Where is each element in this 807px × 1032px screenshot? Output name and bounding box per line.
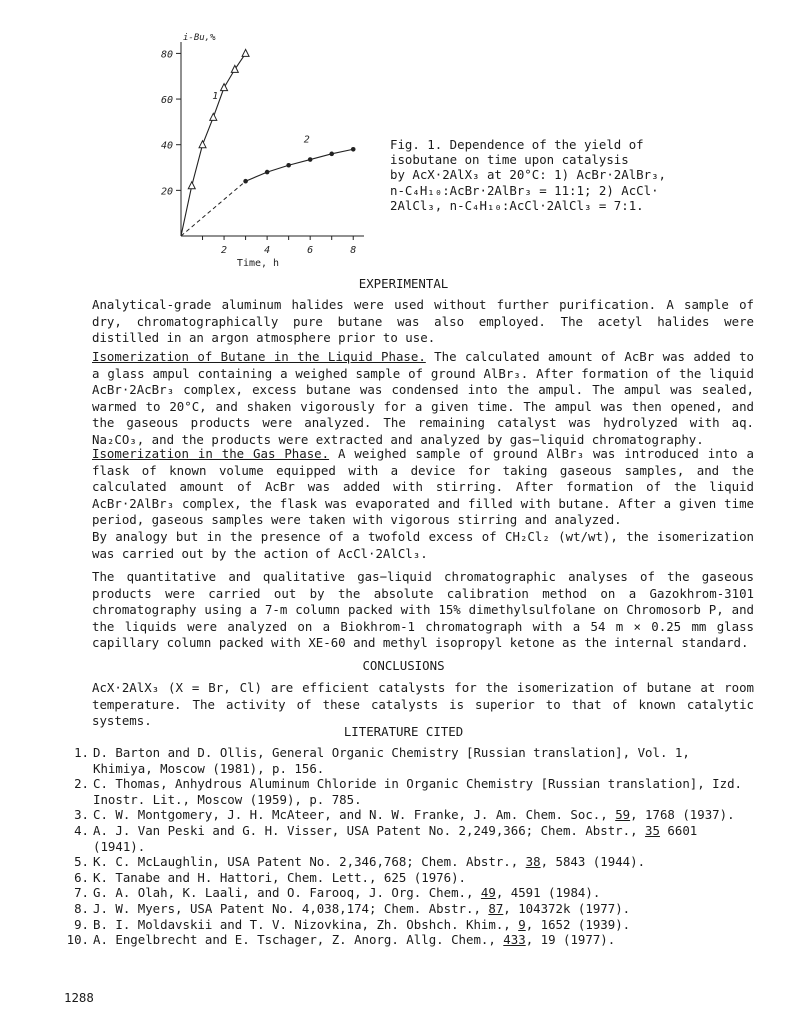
x-tick-label: 6 bbox=[307, 245, 314, 256]
reference-tail: , 19 (1977). bbox=[525, 932, 616, 948]
reference-text: K. C. McLaughlin, USA Patent No. 2,346,768; Chem. Abstr., bbox=[93, 854, 526, 870]
experimental-heading: EXPERIMENTAL bbox=[358, 276, 449, 291]
curve-2-point bbox=[243, 179, 248, 184]
gas-phase-paragraph bbox=[64, 446, 754, 529]
reference-item bbox=[64, 885, 754, 901]
curve-1-point bbox=[210, 113, 217, 120]
reference-item bbox=[64, 917, 754, 933]
curve-2-point bbox=[308, 157, 313, 162]
reference-text: A. Engelbrecht and E. Tschager, Z. Anorg. Allg. Chem., bbox=[93, 932, 504, 948]
analogy-paragraph bbox=[64, 529, 754, 562]
literature-heading: LITERATURE CITED bbox=[343, 724, 464, 739]
reference-tail: , 1768 (1937). bbox=[630, 807, 735, 823]
reference-list bbox=[64, 745, 754, 948]
reference-item bbox=[64, 901, 754, 917]
reference-tail: , 5843 (1944). bbox=[540, 854, 646, 870]
reference-item bbox=[64, 807, 754, 823]
analysis-paragraph bbox=[64, 569, 754, 652]
reference-tail: , 1652 (1939). bbox=[525, 916, 631, 932]
x-tick-label: 8 bbox=[350, 245, 357, 256]
reference-item bbox=[64, 870, 754, 886]
y-tick-label: 20 bbox=[160, 186, 173, 198]
liquid-phase-body bbox=[64, 349, 754, 449]
experimental-p1-text: Analytical-grade aluminum halides were used without further purification. A sample of dry, chromatographically pure butane was also employed. The acetyl halides were distilled in an argon atmosphere prior to use. bbox=[92, 297, 754, 346]
caption-line-2: isobutane on time upon catalysis bbox=[390, 152, 629, 168]
curve-2-point bbox=[286, 163, 291, 168]
reference-volume: 35 bbox=[645, 822, 660, 838]
y-axis-label: i-Bu,% bbox=[183, 33, 216, 43]
reference-number: 9. bbox=[74, 916, 89, 932]
reference-volume: 87 bbox=[488, 900, 504, 916]
reference-tail: , 104372k (1977). bbox=[503, 900, 631, 916]
gas-phase-title: Isomerization in the Gas Phase. bbox=[92, 446, 330, 461]
reference-volume: 38 bbox=[525, 854, 541, 870]
page-number: 1288 bbox=[64, 990, 94, 1005]
liquid-phase-title: Isomerization of Butane in the Liquid Phase. bbox=[92, 349, 426, 364]
reference-number: 3. bbox=[74, 807, 89, 823]
x-tick-label: 2 bbox=[221, 245, 228, 256]
reference-item bbox=[64, 854, 754, 870]
reference-number: 6. bbox=[74, 869, 89, 885]
reference-item bbox=[64, 932, 754, 948]
reference-volume: 9 bbox=[518, 916, 526, 932]
conclusions-paragraph bbox=[64, 680, 754, 730]
y-tick-label: 40 bbox=[160, 140, 173, 152]
figure-1 bbox=[150, 28, 380, 268]
caption-line-3: by AcX·2AlX₃ at 20°C: 1) AcBr·2AlBr₃, bbox=[390, 167, 667, 183]
analogy-text: By analogy but in the presence of a twofold excess of CH₂Cl₂ (wt/wt), the isomerization was carried out by the action of AcCl·2AlCl₃. bbox=[92, 529, 754, 561]
curve-2-line bbox=[246, 149, 354, 181]
caption-line-4: n-C₄H₁₀:AcBr·2AlBr₃ = 11:1; 2) AcCl· bbox=[390, 182, 659, 198]
reference-text: K. Tanabe and H. Hattori, Chem. Lett., 625 (1976). bbox=[93, 869, 466, 885]
liquid-phase-text: The calculated amount of AcBr was added to a glass ampul containing a weighed sample of ground AlBr₃. After formation of the liquid AcBr·2AcBr₃ complex, excess butane was condensed into the ampul. The ampul was sealed, warmed to 20°C, and shaken vigorously for a given time. The ampul was then opened, and the gaseous products were analyzed. The remaining catalyst was hydrolyzed with aq. Na₂CO₃, and the products were extracted and analyzed by gas−liquid chromatography. bbox=[92, 349, 754, 447]
reference-tail: 6601 (1941). bbox=[93, 822, 698, 854]
reference-item bbox=[64, 745, 754, 776]
figure-caption bbox=[390, 137, 780, 213]
curve-2-point bbox=[351, 147, 356, 152]
reference-text: J. W. Myers, USA Patent No. 4,038,174; Chem. Abstr., bbox=[93, 900, 489, 916]
curve-2-point bbox=[265, 170, 270, 175]
yield-chart bbox=[150, 28, 380, 268]
analysis-text: The quantitative and qualitative gas−liquid chromatographic analyses of the gaseous products were carried out by the absolute calibration method on a Gazokhrom-3101 chromatography using a 7-m column packed with 15% dimethylsulfolane on Chromosorb P, and the liquids were analyzed on a Biokhrom-1 chromatograph with a 54 m × 0.25 mm glass capillary column packed with XE-60 and methyl isopropyl ketone as the internal standard. bbox=[92, 569, 754, 651]
y-tick-label: 80 bbox=[160, 49, 173, 61]
caption-line-5: 2AlCl₃, n-C₄H₁₀:AcCl·2AlCl₃ = 7:1. bbox=[390, 197, 644, 213]
reference-text: B. I. Moldavskii and T. V. Nizovkina, Zh. Obshch. Khim., bbox=[93, 916, 519, 932]
reference-volume: 49 bbox=[480, 885, 496, 901]
reference-item bbox=[64, 776, 754, 807]
gas-phase-body bbox=[64, 446, 754, 529]
curve-1-point bbox=[221, 84, 228, 91]
curve-2-point bbox=[329, 152, 334, 157]
reference-text: C. Thomas, Anhydrous Aluminum Chloride in Organic Chemistry [Russian translation], Izd. Inostr. Lit., Moscow (1959), p. 785. bbox=[93, 776, 743, 807]
reference-number: 2. bbox=[74, 776, 89, 792]
reference-number: 4. bbox=[74, 822, 89, 838]
reference-number: 1. bbox=[74, 745, 89, 760]
experimental-paragraph-1 bbox=[64, 297, 754, 347]
curve-1-label: 1 bbox=[212, 91, 219, 103]
reference-number: 5. bbox=[74, 854, 89, 870]
x-tick-label: 4 bbox=[264, 245, 271, 256]
curve-1-point bbox=[188, 182, 195, 189]
reference-item bbox=[64, 823, 754, 854]
conclusions-heading: CONCLUSIONS bbox=[362, 658, 445, 673]
reference-volume: 59 bbox=[615, 807, 631, 823]
reference-volume: 433 bbox=[503, 932, 526, 948]
reference-text: A. J. Van Peski and G. H. Visser, USA Patent No. 2,249,366; Chem. Abstr., bbox=[93, 822, 646, 838]
reference-text: C. W. Montgomery, J. H. McAteer, and N. W. Franke, J. Am. Chem. Soc., bbox=[93, 807, 616, 823]
curve-1-point bbox=[242, 49, 249, 56]
reference-tail: , 4591 (1984). bbox=[495, 885, 601, 901]
reference-text: D. Barton and D. Ollis, General Organic Chemistry [Russian translation], Vol. 1, Khimiya, Moscow (1981), p. 156. bbox=[93, 745, 690, 776]
x-axis-label: Time, h bbox=[236, 258, 280, 268]
y-tick-label: 60 bbox=[160, 95, 173, 107]
caption-line-1: Fig. 1. Dependence of the yield of bbox=[390, 137, 644, 152]
liquid-phase-paragraph bbox=[64, 349, 754, 449]
reference-number: 8. bbox=[74, 900, 89, 916]
conclusions-text: AcX·2AlX₃ (X = Br, Cl) are efficient catalysts for the isomerization of butane at room temperature. The activity of these catalysts is superior to that of known catalytic systems. bbox=[92, 680, 754, 729]
curve-1-point bbox=[199, 141, 206, 148]
reference-text: G. A. Olah, K. Laali, and O. Farooq, J. Org. Chem., bbox=[93, 885, 481, 901]
gas-phase-text: A weighed sample of ground AlBr₃ was introduced into a flask of known volume equipped with a device for taking gaseous samples, and the calculated amount of AcBr was added with stirring. After formation of the liquid AcBr·2AlBr₃ complex, the flask was evaporated and filled with butane. After a given time period, gaseous samples were taken with vigorous stirring and analyzed. bbox=[92, 446, 754, 528]
curve-2-label: 2 bbox=[303, 134, 310, 146]
reference-number: 10. bbox=[66, 932, 89, 948]
reference-number: 7. bbox=[74, 885, 89, 901]
